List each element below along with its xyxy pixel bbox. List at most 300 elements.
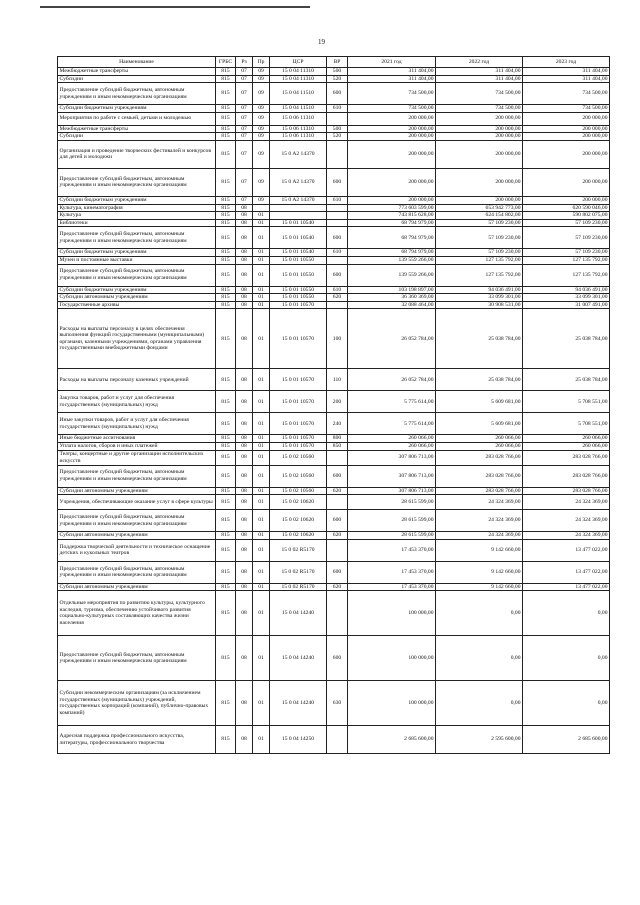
cell-2022: 24 324 369,00	[436, 532, 523, 540]
cell-grbs: 815	[216, 487, 236, 495]
cell-pr: 09	[253, 140, 270, 168]
cell-csr: 15 0 01 10570	[270, 309, 327, 369]
table-row	[58, 256, 610, 264]
cell-name: Предоставление субсидий бюджетным, автономным учреждениям и иным некоммерческим организациям	[58, 465, 216, 487]
header-vr: ВР	[327, 57, 348, 68]
cell-pr: 01	[253, 256, 270, 264]
cell-rz: 08	[236, 413, 253, 435]
cell-name: Культура, кинематография	[58, 204, 216, 212]
cell-grbs: 815	[216, 442, 236, 450]
cell-grbs: 815	[216, 140, 236, 168]
cell-grbs: 815	[216, 68, 236, 76]
cell-2023: 127 135 792,00	[523, 264, 610, 286]
cell-pr: 01	[253, 391, 270, 413]
cell-2022: 127 135 792,00	[436, 256, 523, 264]
cell-vr: 500	[327, 125, 348, 133]
header-name: Наименование	[58, 57, 216, 68]
cell-name: Предоставление субсидий бюджетным, автономным учреждениям и иным некоммерческим организациям	[58, 83, 216, 105]
table-row	[58, 133, 610, 141]
header-rz: Рз	[236, 57, 253, 68]
cell-vr: 240	[327, 413, 348, 435]
cell-2021: 68 794 979,00	[348, 249, 436, 257]
cell-pr: 09	[253, 105, 270, 113]
cell-2021: 68 794 979,00	[348, 227, 436, 249]
cell-grbs: 815	[216, 495, 236, 510]
cell-pr: 01	[253, 413, 270, 435]
cell-grbs: 815	[216, 75, 236, 83]
table-row	[58, 75, 610, 83]
cell-name: Межбюджетные трансферты	[58, 125, 216, 133]
cell-vr: 620	[327, 487, 348, 495]
cell-2023: 200 000,00	[523, 112, 610, 125]
cell-2023: 57 109 230,00	[523, 227, 610, 249]
cell-vr	[327, 301, 348, 309]
cell-pr: 01	[253, 219, 270, 227]
cell-vr	[327, 495, 348, 510]
cell-2023: 200 000,00	[523, 168, 610, 196]
header-csr: ЦСР	[270, 57, 327, 68]
cell-2021: 28 615 599,00	[348, 532, 436, 540]
cell-2021: 100 000,00	[348, 591, 436, 636]
cell-2023: 200 000,00	[523, 140, 610, 168]
cell-2021: 5 775 614,00	[348, 413, 436, 435]
cell-2021: 734 500,00	[348, 83, 436, 105]
cell-2023: 0,00	[523, 636, 610, 681]
header-grbs: ГРБС	[216, 57, 236, 68]
cell-2023: 200 000,00	[523, 196, 610, 204]
cell-pr: 01	[253, 539, 270, 561]
cell-2023: 5 708 551,00	[523, 391, 610, 413]
cell-2021: 32 088 464,00	[348, 301, 436, 309]
cell-pr: 09	[253, 168, 270, 196]
cell-2021: 200 000,00	[348, 168, 436, 196]
cell-pr: 09	[253, 196, 270, 204]
cell-csr	[270, 204, 327, 212]
cell-csr: 15 0 04 11310	[270, 68, 327, 76]
cell-vr: 850	[327, 442, 348, 450]
cell-name: Субсидии бюджетным учреждениям	[58, 286, 216, 294]
cell-grbs: 815	[216, 391, 236, 413]
cell-2023: 0,00	[523, 681, 610, 726]
cell-name: Субсидии автономным учреждениям	[58, 532, 216, 540]
cell-2021: 26 052 784,00	[348, 309, 436, 369]
top-rule	[40, 6, 310, 8]
header-2023: 2023 год	[523, 57, 610, 68]
header-2022: 2022 год	[436, 57, 523, 68]
cell-vr	[327, 591, 348, 636]
cell-rz: 08	[236, 212, 253, 220]
cell-2021: 311 404,00	[348, 75, 436, 83]
cell-rz: 07	[236, 75, 253, 83]
cell-2023: 620 590 046,00	[523, 204, 610, 212]
cell-grbs: 815	[216, 112, 236, 125]
cell-grbs: 815	[216, 196, 236, 204]
header-pr: Пр	[253, 57, 270, 68]
cell-2023: 24 324 369,00	[523, 510, 610, 532]
table-row	[58, 539, 610, 561]
cell-2021: 260 066,00	[348, 442, 436, 450]
cell-pr: 01	[253, 636, 270, 681]
cell-vr: 520	[327, 75, 348, 83]
cell-2021: 100 000,00	[348, 681, 436, 726]
cell-rz: 08	[236, 495, 253, 510]
cell-vr: 600	[327, 168, 348, 196]
cell-name: Субсидии некоммерческим организациям (за исключением государственных (муниципальных) учреждений, государственных корпораций (компаний), публично-правовых компаний)	[58, 681, 216, 726]
cell-name: Субсидии автономным учреждениям	[58, 294, 216, 302]
cell-rz: 08	[236, 636, 253, 681]
cell-pr: 01	[253, 435, 270, 443]
cell-2021: 200 000,00	[348, 133, 436, 141]
cell-2023: 283 028 766,00	[523, 487, 610, 495]
cell-grbs: 815	[216, 219, 236, 227]
cell-2023: 260 066,00	[523, 442, 610, 450]
cell-name: Предоставление субсидий бюджетным, автономным учреждениям и иным некоммерческим организациям	[58, 227, 216, 249]
table-row	[58, 561, 610, 583]
table-row	[58, 212, 610, 220]
cell-vr: 600	[327, 227, 348, 249]
cell-2023: 734 500,00	[523, 83, 610, 105]
cell-vr: 520	[327, 133, 348, 141]
cell-pr: 09	[253, 75, 270, 83]
cell-2021: 139 559 266,00	[348, 264, 436, 286]
cell-grbs: 815	[216, 465, 236, 487]
cell-grbs: 815	[216, 256, 236, 264]
table-row	[58, 532, 610, 540]
cell-2022: 2 595 600,00	[436, 726, 523, 754]
cell-rz: 07	[236, 112, 253, 125]
cell-2023: 2 685 600,00	[523, 726, 610, 754]
cell-2023: 590 802 075,00	[523, 212, 610, 220]
cell-rz: 08	[236, 532, 253, 540]
cell-csr: 15 0 04 11510	[270, 105, 327, 113]
cell-pr: 01	[253, 681, 270, 726]
cell-csr: 15 0 01 10550	[270, 264, 327, 286]
cell-2023: 5 708 551,00	[523, 413, 610, 435]
cell-2023: 200 000,00	[523, 133, 610, 141]
cell-csr: 15 0 02 10620	[270, 495, 327, 510]
table-row	[58, 487, 610, 495]
cell-name: Закупка товаров, работ и услуг для обеспечения государственных (муниципальных) нужд	[58, 391, 216, 413]
cell-csr: 15 0 A2 14370	[270, 140, 327, 168]
table-row	[58, 105, 610, 113]
cell-grbs: 815	[216, 212, 236, 220]
cell-csr: 15 0 01 10570	[270, 301, 327, 309]
table-row	[58, 140, 610, 168]
cell-name: Иные закупки товаров, работ и услуг для обеспечения государственных (муниципальных) нужд	[58, 413, 216, 435]
cell-2021: 103 198 897,00	[348, 286, 436, 294]
cell-grbs: 815	[216, 83, 236, 105]
cell-rz: 07	[236, 196, 253, 204]
cell-csr: 15 0 01 10570	[270, 435, 327, 443]
cell-2023: 13 477 022,00	[523, 539, 610, 561]
cell-vr: 800	[327, 435, 348, 443]
cell-grbs: 815	[216, 105, 236, 113]
cell-name: Предоставление субсидий бюджетным, автономным учреждениям и иным некоммерческим организациям	[58, 510, 216, 532]
cell-grbs: 815	[216, 249, 236, 257]
cell-grbs: 815	[216, 227, 236, 249]
cell-pr: 01	[253, 465, 270, 487]
cell-2021: 5 775 614,00	[348, 391, 436, 413]
cell-name: Предоставление субсидий бюджетным, автономным учреждениям и иным некоммерческим организациям	[58, 168, 216, 196]
cell-pr: 01	[253, 301, 270, 309]
cell-2022: 653 942 773,00	[436, 204, 523, 212]
cell-2021: 100 000,00	[348, 636, 436, 681]
cell-2022: 5 609 681,00	[436, 391, 523, 413]
cell-pr: 01	[253, 249, 270, 257]
cell-2023: 57 109 230,00	[523, 249, 610, 257]
cell-2022: 260 066,00	[436, 442, 523, 450]
cell-name: Предоставление субсидий бюджетным, автономным учреждениям и иным некоммерческим организациям	[58, 636, 216, 681]
cell-rz: 08	[236, 591, 253, 636]
cell-rz: 08	[236, 294, 253, 302]
cell-vr: 600	[327, 83, 348, 105]
cell-2022: 200 000,00	[436, 140, 523, 168]
cell-pr: 01	[253, 591, 270, 636]
budget-table	[57, 56, 610, 754]
cell-pr: 01	[253, 495, 270, 510]
cell-grbs: 815	[216, 133, 236, 141]
cell-2021: 139 559 266,00	[348, 256, 436, 264]
cell-2023: 57 109 230,00	[523, 219, 610, 227]
cell-grbs: 815	[216, 125, 236, 133]
table-row	[58, 413, 610, 435]
cell-pr: 09	[253, 133, 270, 141]
cell-2022: 24 324 369,00	[436, 495, 523, 510]
table-row	[58, 681, 610, 726]
cell-2023: 200 000,00	[523, 125, 610, 133]
cell-vr: 600	[327, 510, 348, 532]
cell-csr: 15 0 01 10550	[270, 294, 327, 302]
cell-csr: 15 0 04 14240	[270, 681, 327, 726]
cell-csr: 15 0 A2 14370	[270, 196, 327, 204]
cell-name: Организация и проведение творческих фестивалей и конкурсов для детей и молодежи	[58, 140, 216, 168]
cell-rz: 08	[236, 435, 253, 443]
cell-name: Поддержка творческой деятельности и техническое оснащение детских и кукольных театров	[58, 539, 216, 561]
cell-2022: 9 142 660,00	[436, 561, 523, 583]
cell-vr: 500	[327, 68, 348, 76]
cell-pr: 01	[253, 227, 270, 249]
cell-2021: 773 603 599,00	[348, 204, 436, 212]
cell-rz: 07	[236, 105, 253, 113]
cell-2021: 2 685 600,00	[348, 726, 436, 754]
table-row	[58, 68, 610, 76]
cell-2023: 283 028 766,00	[523, 450, 610, 465]
cell-vr: 620	[327, 294, 348, 302]
cell-2022: 127 135 792,00	[436, 264, 523, 286]
cell-rz: 07	[236, 133, 253, 141]
cell-name: Иные бюджетные ассигнования	[58, 435, 216, 443]
cell-2021: 17 453 370,00	[348, 561, 436, 583]
table-row	[58, 391, 610, 413]
page-number: 19	[318, 38, 325, 46]
cell-csr: 15 0 04 14240	[270, 591, 327, 636]
cell-2022: 9 142 660,00	[436, 539, 523, 561]
cell-vr	[327, 212, 348, 220]
cell-2021: 28 615 599,00	[348, 510, 436, 532]
cell-name: Субсидии	[58, 133, 216, 141]
cell-rz: 07	[236, 140, 253, 168]
cell-vr	[327, 219, 348, 227]
cell-2022: 311 404,00	[436, 68, 523, 76]
cell-csr: 15 0 04 14240	[270, 636, 327, 681]
cell-csr: 15 0 04 11310	[270, 75, 327, 83]
cell-grbs: 815	[216, 561, 236, 583]
table-row	[58, 168, 610, 196]
cell-2022: 311 404,00	[436, 75, 523, 83]
cell-rz: 08	[236, 465, 253, 487]
cell-csr: 15 0 01 10550	[270, 286, 327, 294]
cell-rz: 07	[236, 125, 253, 133]
cell-csr: 15 0 02 10560	[270, 465, 327, 487]
cell-name: Субсидии бюджетным учреждениям	[58, 105, 216, 113]
cell-2022: 283 028 766,00	[436, 450, 523, 465]
cell-2022: 283 028 766,00	[436, 465, 523, 487]
cell-name: Театры, концертные и другие организации исполнительских искусств	[58, 450, 216, 465]
cell-2021: 28 615 599,00	[348, 495, 436, 510]
cell-rz: 08	[236, 681, 253, 726]
cell-name: Уплата налогов, сборов и иных платежей	[58, 442, 216, 450]
cell-2023: 25 038 784,00	[523, 369, 610, 391]
cell-vr	[327, 140, 348, 168]
cell-vr: 110	[327, 369, 348, 391]
cell-2023: 283 028 766,00	[523, 465, 610, 487]
cell-csr: 15 0 01 10570	[270, 391, 327, 413]
cell-csr: 15 0 02 R5170	[270, 583, 327, 591]
cell-rz: 08	[236, 583, 253, 591]
cell-grbs: 815	[216, 264, 236, 286]
cell-2022: 30 908 531,00	[436, 301, 523, 309]
table-row	[58, 83, 610, 105]
cell-2021: 200 000,00	[348, 125, 436, 133]
cell-vr: 610	[327, 249, 348, 257]
cell-rz: 08	[236, 309, 253, 369]
cell-2022: 25 038 784,00	[436, 309, 523, 369]
cell-2022: 9 142 660,00	[436, 583, 523, 591]
cell-rz: 08	[236, 442, 253, 450]
cell-2023: 31 007 491,00	[523, 301, 610, 309]
cell-vr: 610	[327, 105, 348, 113]
cell-vr: 600	[327, 561, 348, 583]
cell-vr: 610	[327, 196, 348, 204]
table-row	[58, 591, 610, 636]
cell-grbs: 815	[216, 413, 236, 435]
cell-name: Предоставление субсидий бюджетным, автономным учреждениям и иным некоммерческим организациям	[58, 561, 216, 583]
cell-grbs: 815	[216, 539, 236, 561]
cell-csr: 15 0 06 11310	[270, 125, 327, 133]
cell-rz: 08	[236, 249, 253, 257]
cell-2022: 734 500,00	[436, 83, 523, 105]
cell-grbs: 815	[216, 583, 236, 591]
cell-vr	[327, 726, 348, 754]
cell-pr	[253, 204, 270, 212]
cell-2021: 36 360 369,00	[348, 294, 436, 302]
cell-2021: 311 404,00	[348, 68, 436, 76]
table-row	[58, 369, 610, 391]
cell-2022: 0,00	[436, 681, 523, 726]
cell-vr: 610	[327, 286, 348, 294]
cell-csr: 15 0 06 11310	[270, 112, 327, 125]
cell-pr: 01	[253, 450, 270, 465]
cell-csr: 15 0 02 10620	[270, 532, 327, 540]
table-row	[58, 510, 610, 532]
cell-name: Субсидии автономным учреждениям	[58, 583, 216, 591]
cell-vr	[327, 204, 348, 212]
cell-2023: 311 404,00	[523, 75, 610, 83]
cell-name: Субсидии автономным учреждениям	[58, 487, 216, 495]
cell-rz: 08	[236, 286, 253, 294]
cell-rz: 08	[236, 219, 253, 227]
cell-name: Расходы на выплаты персоналу в целях обеспечения выполнения функций государственными (муниципальными) органами, казенными учреждениями, органами управления государственными внебюджетными фондами	[58, 309, 216, 369]
cell-2021: 17 453 370,00	[348, 583, 436, 591]
cell-grbs: 815	[216, 301, 236, 309]
cell-pr: 01	[253, 532, 270, 540]
cell-vr	[327, 112, 348, 125]
cell-csr: 15 0 02 R5170	[270, 539, 327, 561]
cell-2022: 57 109 230,00	[436, 249, 523, 257]
cell-2021: 307 806 713,00	[348, 465, 436, 487]
cell-pr: 01	[253, 510, 270, 532]
table-row	[58, 264, 610, 286]
cell-vr: 630	[327, 681, 348, 726]
cell-2022: 200 000,00	[436, 168, 523, 196]
cell-csr: 15 0 01 10570	[270, 369, 327, 391]
cell-vr: 620	[327, 532, 348, 540]
cell-name: Государственные архивы	[58, 301, 216, 309]
table-row	[58, 301, 610, 309]
cell-grbs: 815	[216, 450, 236, 465]
table-row	[58, 112, 610, 125]
cell-pr: 09	[253, 125, 270, 133]
cell-name: Субсидии	[58, 75, 216, 83]
cell-pr: 01	[253, 369, 270, 391]
cell-2022: 200 000,00	[436, 133, 523, 141]
cell-name: Субсидии бюджетным учреждениям	[58, 196, 216, 204]
cell-pr: 01	[253, 264, 270, 286]
table-body	[58, 68, 610, 754]
cell-name: Расходы на выплаты персоналу казенных учреждений	[58, 369, 216, 391]
cell-2023: 24 324 369,00	[523, 532, 610, 540]
cell-name: Культура	[58, 212, 216, 220]
cell-rz: 07	[236, 83, 253, 105]
cell-2021: 307 806 713,00	[348, 450, 436, 465]
cell-vr: 200	[327, 391, 348, 413]
cell-rz: 08	[236, 391, 253, 413]
cell-2022: 200 000,00	[436, 125, 523, 133]
cell-csr: 15 0 01 10550	[270, 256, 327, 264]
cell-grbs: 815	[216, 435, 236, 443]
cell-2022: 200 000,00	[436, 196, 523, 204]
cell-2021: 307 806 713,00	[348, 487, 436, 495]
cell-vr: 100	[327, 309, 348, 369]
table-row	[58, 583, 610, 591]
cell-csr: 15 0 A2 14370	[270, 168, 327, 196]
table-row	[58, 309, 610, 369]
cell-pr: 01	[253, 286, 270, 294]
cell-2021: 17 453 370,00	[348, 539, 436, 561]
cell-name: Мероприятия по работе с семьей, детьми и молодежью	[58, 112, 216, 125]
cell-2021: 743 815 628,00	[348, 212, 436, 220]
cell-pr: 01	[253, 561, 270, 583]
cell-name: Отдельные мероприятия по развитию культуры, культурного наследия, туризма, обеспечению устойчивого развития социально-культурных составляющих качества жизни населения	[58, 591, 216, 636]
cell-2021: 26 052 784,00	[348, 369, 436, 391]
cell-2023: 127 135 792,00	[523, 256, 610, 264]
table-row	[58, 227, 610, 249]
cell-csr: 15 0 02 10560	[270, 450, 327, 465]
cell-csr: 15 0 04 11510	[270, 83, 327, 105]
cell-csr: 15 0 04 14250	[270, 726, 327, 754]
cell-rz: 08	[236, 726, 253, 754]
cell-2023: 33 099 301,00	[523, 294, 610, 302]
